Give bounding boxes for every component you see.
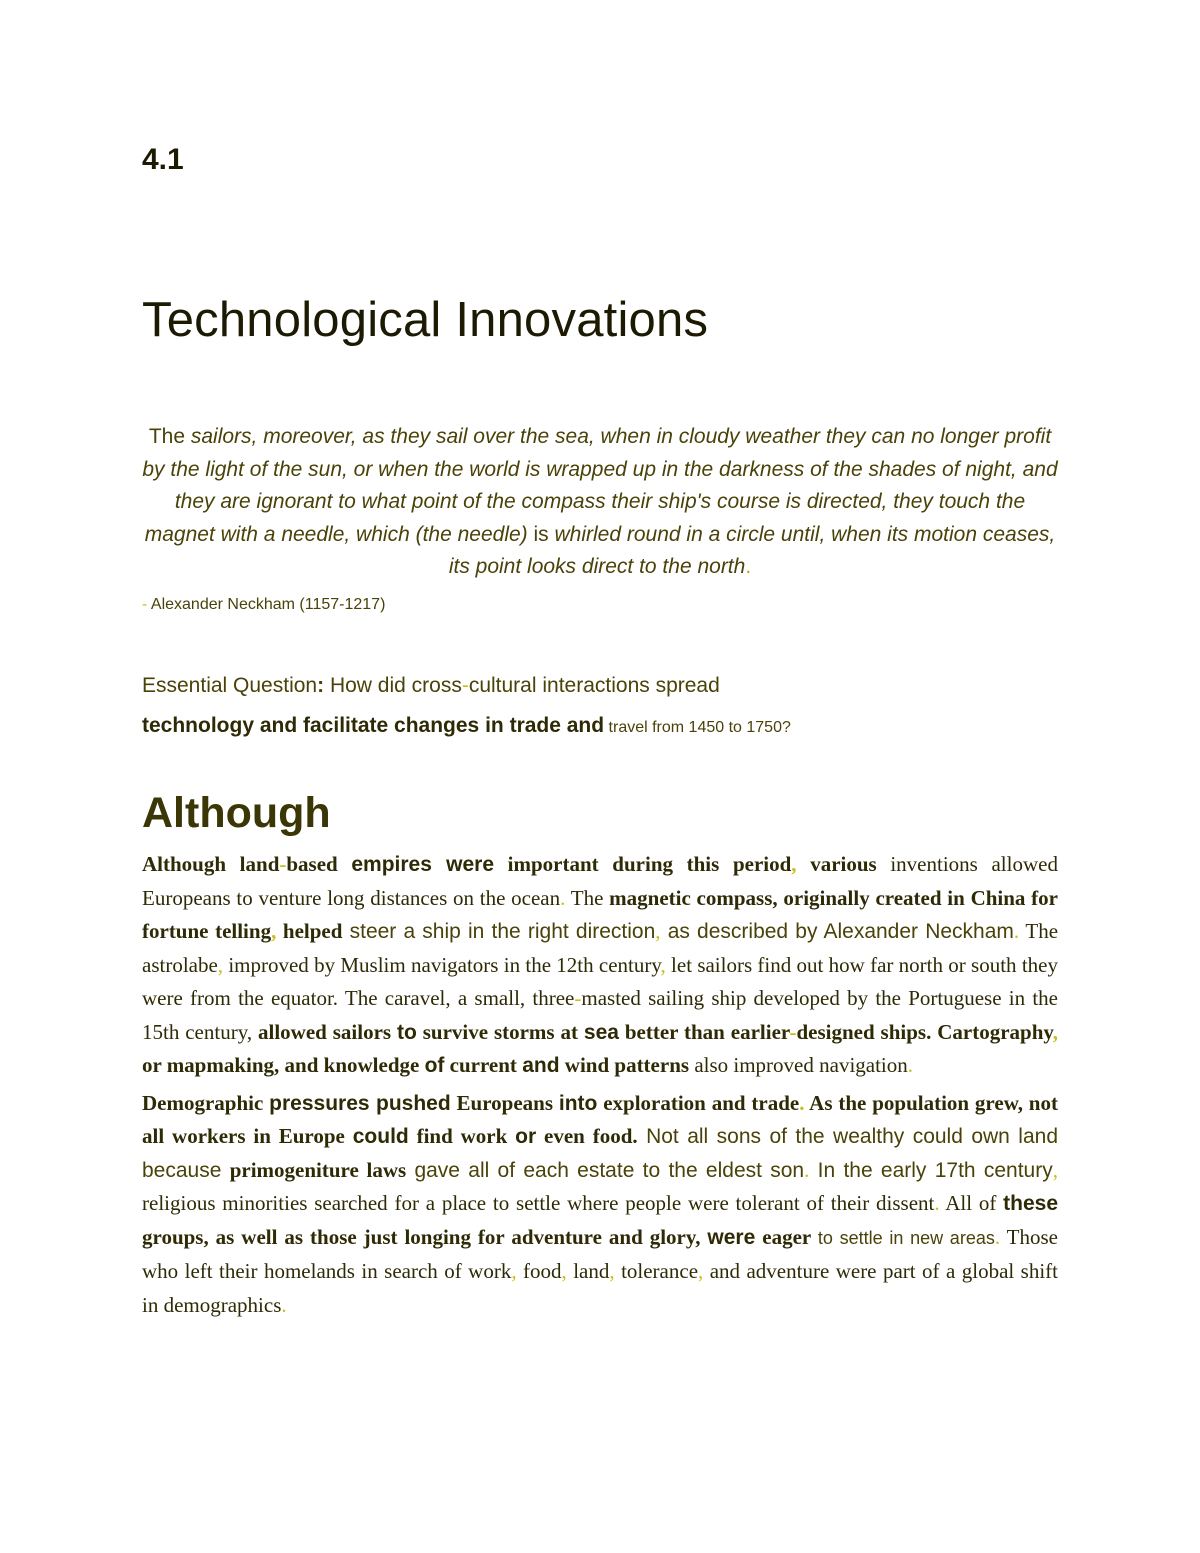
essential-question-label: Essential Question	[142, 674, 318, 697]
text-run: designed ships. Cartography	[796, 1019, 1053, 1044]
text-run: and adventure were part of a global shift in demographics	[142, 1259, 1058, 1317]
text-run: ,	[609, 1259, 615, 1283]
quote-segment: is	[533, 522, 555, 546]
text-run: .	[934, 1191, 940, 1215]
quote-segment: The	[148, 425, 191, 448]
text-run: gave all of each estate to the eldest son	[406, 1158, 805, 1182]
text-run: .	[907, 1053, 914, 1077]
text-run: could	[352, 1125, 409, 1148]
text-run: sea	[583, 1020, 619, 1044]
text-run: ,	[217, 952, 224, 977]
section-number: 4.1	[142, 143, 184, 176]
text-run: also improved navigation	[689, 1053, 908, 1077]
section-heading: Although	[142, 789, 331, 837]
text-run: pressures pushed	[269, 1091, 451, 1115]
text-run: ,	[271, 919, 277, 943]
text-run: and	[522, 1054, 560, 1077]
text-run: All of	[939, 1191, 1004, 1215]
text-run: groups, as well as those just longing for adventure and glory,	[142, 1224, 708, 1249]
text-run: ,	[561, 1259, 567, 1283]
text-run: or	[515, 1125, 537, 1148]
text-run: ,	[698, 1259, 704, 1283]
text-run: survive storms at	[416, 1019, 584, 1044]
text-run: In the early 17th century	[809, 1158, 1053, 1182]
essential-question-hyphen: -	[461, 674, 469, 697]
essential-question-continued	[142, 714, 791, 738]
attribution-text: Alexander Neckham (1157-1217)	[147, 596, 386, 613]
text-run: ,	[1052, 1019, 1058, 1044]
text-run: magnetic compass, originally created in China for fortune telling	[142, 885, 1058, 943]
text-run: empires were	[351, 853, 495, 876]
text-run: into	[558, 1091, 598, 1115]
text-run: exploration and trade	[597, 1090, 800, 1115]
body-text	[142, 848, 1058, 1322]
text-run: The	[565, 885, 610, 910]
text-run: steer a ship in the right direction	[342, 920, 656, 943]
text-run: Although land	[142, 852, 280, 876]
essential-question	[142, 674, 720, 698]
quote-block	[140, 421, 1060, 584]
text-run: or mapmaking, and knowledge	[142, 1053, 425, 1077]
text-run: food	[516, 1259, 562, 1283]
text-run: .	[799, 1090, 805, 1115]
paragraph-demographics	[142, 1087, 1058, 1323]
text-run: As the population grew, not all workers in Europe	[142, 1090, 1058, 1148]
text-run: find work	[408, 1124, 516, 1148]
text-run: The astrolabe	[142, 919, 1059, 977]
text-run: .	[281, 1292, 287, 1317]
text-run: -	[789, 1019, 797, 1044]
text-run: -	[574, 986, 582, 1010]
text-run: ,	[511, 1259, 517, 1283]
text-run: ,	[1052, 1157, 1058, 1182]
text-run: helped	[276, 919, 343, 943]
page-title: Technological Innovations	[142, 293, 709, 347]
text-run: current	[444, 1053, 523, 1077]
text-run: religious minorities searched for a place to settle where people were tolerant of their dissent	[142, 1191, 935, 1215]
text-run: -	[279, 852, 287, 876]
text-run: improved by Muslim navigators in the 12th century	[223, 952, 661, 977]
essential-question-text: How did cross	[324, 674, 462, 697]
text-run: .	[994, 1224, 1001, 1249]
text-run: were	[707, 1225, 756, 1249]
text-run: Those who left their homelands in search of work	[142, 1224, 1058, 1283]
text-run: primogeniture laws	[229, 1157, 407, 1182]
text-run: land	[566, 1259, 610, 1283]
essential-question-text: technology and facilitate changes in trade and	[142, 714, 605, 737]
paragraph-inventions	[142, 848, 1058, 1083]
text-run: of	[424, 1054, 445, 1077]
quote-segment: .	[745, 555, 752, 578]
quote-segment: sailors, moreover, as they sail over the sea, when in cloudy weather they can no longer profit by the light of the sun, or when the world is wrapped up in the darkness of the shades of night, and they are ignorant to what point of the compass their ship's course is directed, they touch the magnet with a needle, which (the needle)	[142, 425, 1058, 546]
text-run: various	[796, 852, 877, 876]
quote-segment: whirled round in a circle until, when its motion ceases, its point looks direct to the north	[448, 522, 1056, 578]
text-run: these	[1003, 1192, 1058, 1215]
essential-question-colon: :	[317, 674, 325, 697]
text-run: .	[804, 1157, 810, 1182]
text-run: Demographic	[142, 1090, 270, 1115]
text-run: as described by Alexander Neckham	[660, 920, 1014, 943]
text-run: masted sailing ship developed by the Portuguese in the 15th century,	[142, 986, 1058, 1044]
text-run: let sailors find out how far north or south they were from the equator. The caravel, a small, three	[142, 952, 1058, 1010]
text-run: .	[560, 885, 566, 910]
text-run: inventions allowed Europeans to venture long distances on the ocean	[142, 852, 1058, 910]
text-run: tolerance	[614, 1259, 699, 1283]
text-run: .	[1013, 919, 1020, 943]
text-run: to	[396, 1020, 417, 1044]
text-run: based	[286, 852, 352, 876]
text-run: even food.	[536, 1124, 638, 1148]
text-run: ,	[660, 952, 666, 977]
essential-question-text: travel from 1450 to 1750?	[604, 719, 791, 736]
text-run: ,	[655, 919, 661, 943]
text-run: allowed sailors	[258, 1019, 397, 1044]
quote-attribution	[142, 596, 385, 614]
text-run: Europeans	[450, 1090, 559, 1115]
text-run: wind patterns	[559, 1053, 690, 1077]
essential-question-text: cultural interactions spread	[468, 674, 720, 697]
text-run: ,	[791, 852, 797, 876]
text-run: important during this period	[494, 852, 792, 876]
text-run: better than earlier	[618, 1019, 790, 1044]
text-run: to settle in new areas	[811, 1227, 995, 1248]
attribution-dash: -	[142, 596, 148, 613]
text-run: eager	[755, 1224, 812, 1249]
text-run: Not all sons of the wealthy could own land because	[142, 1125, 1059, 1182]
